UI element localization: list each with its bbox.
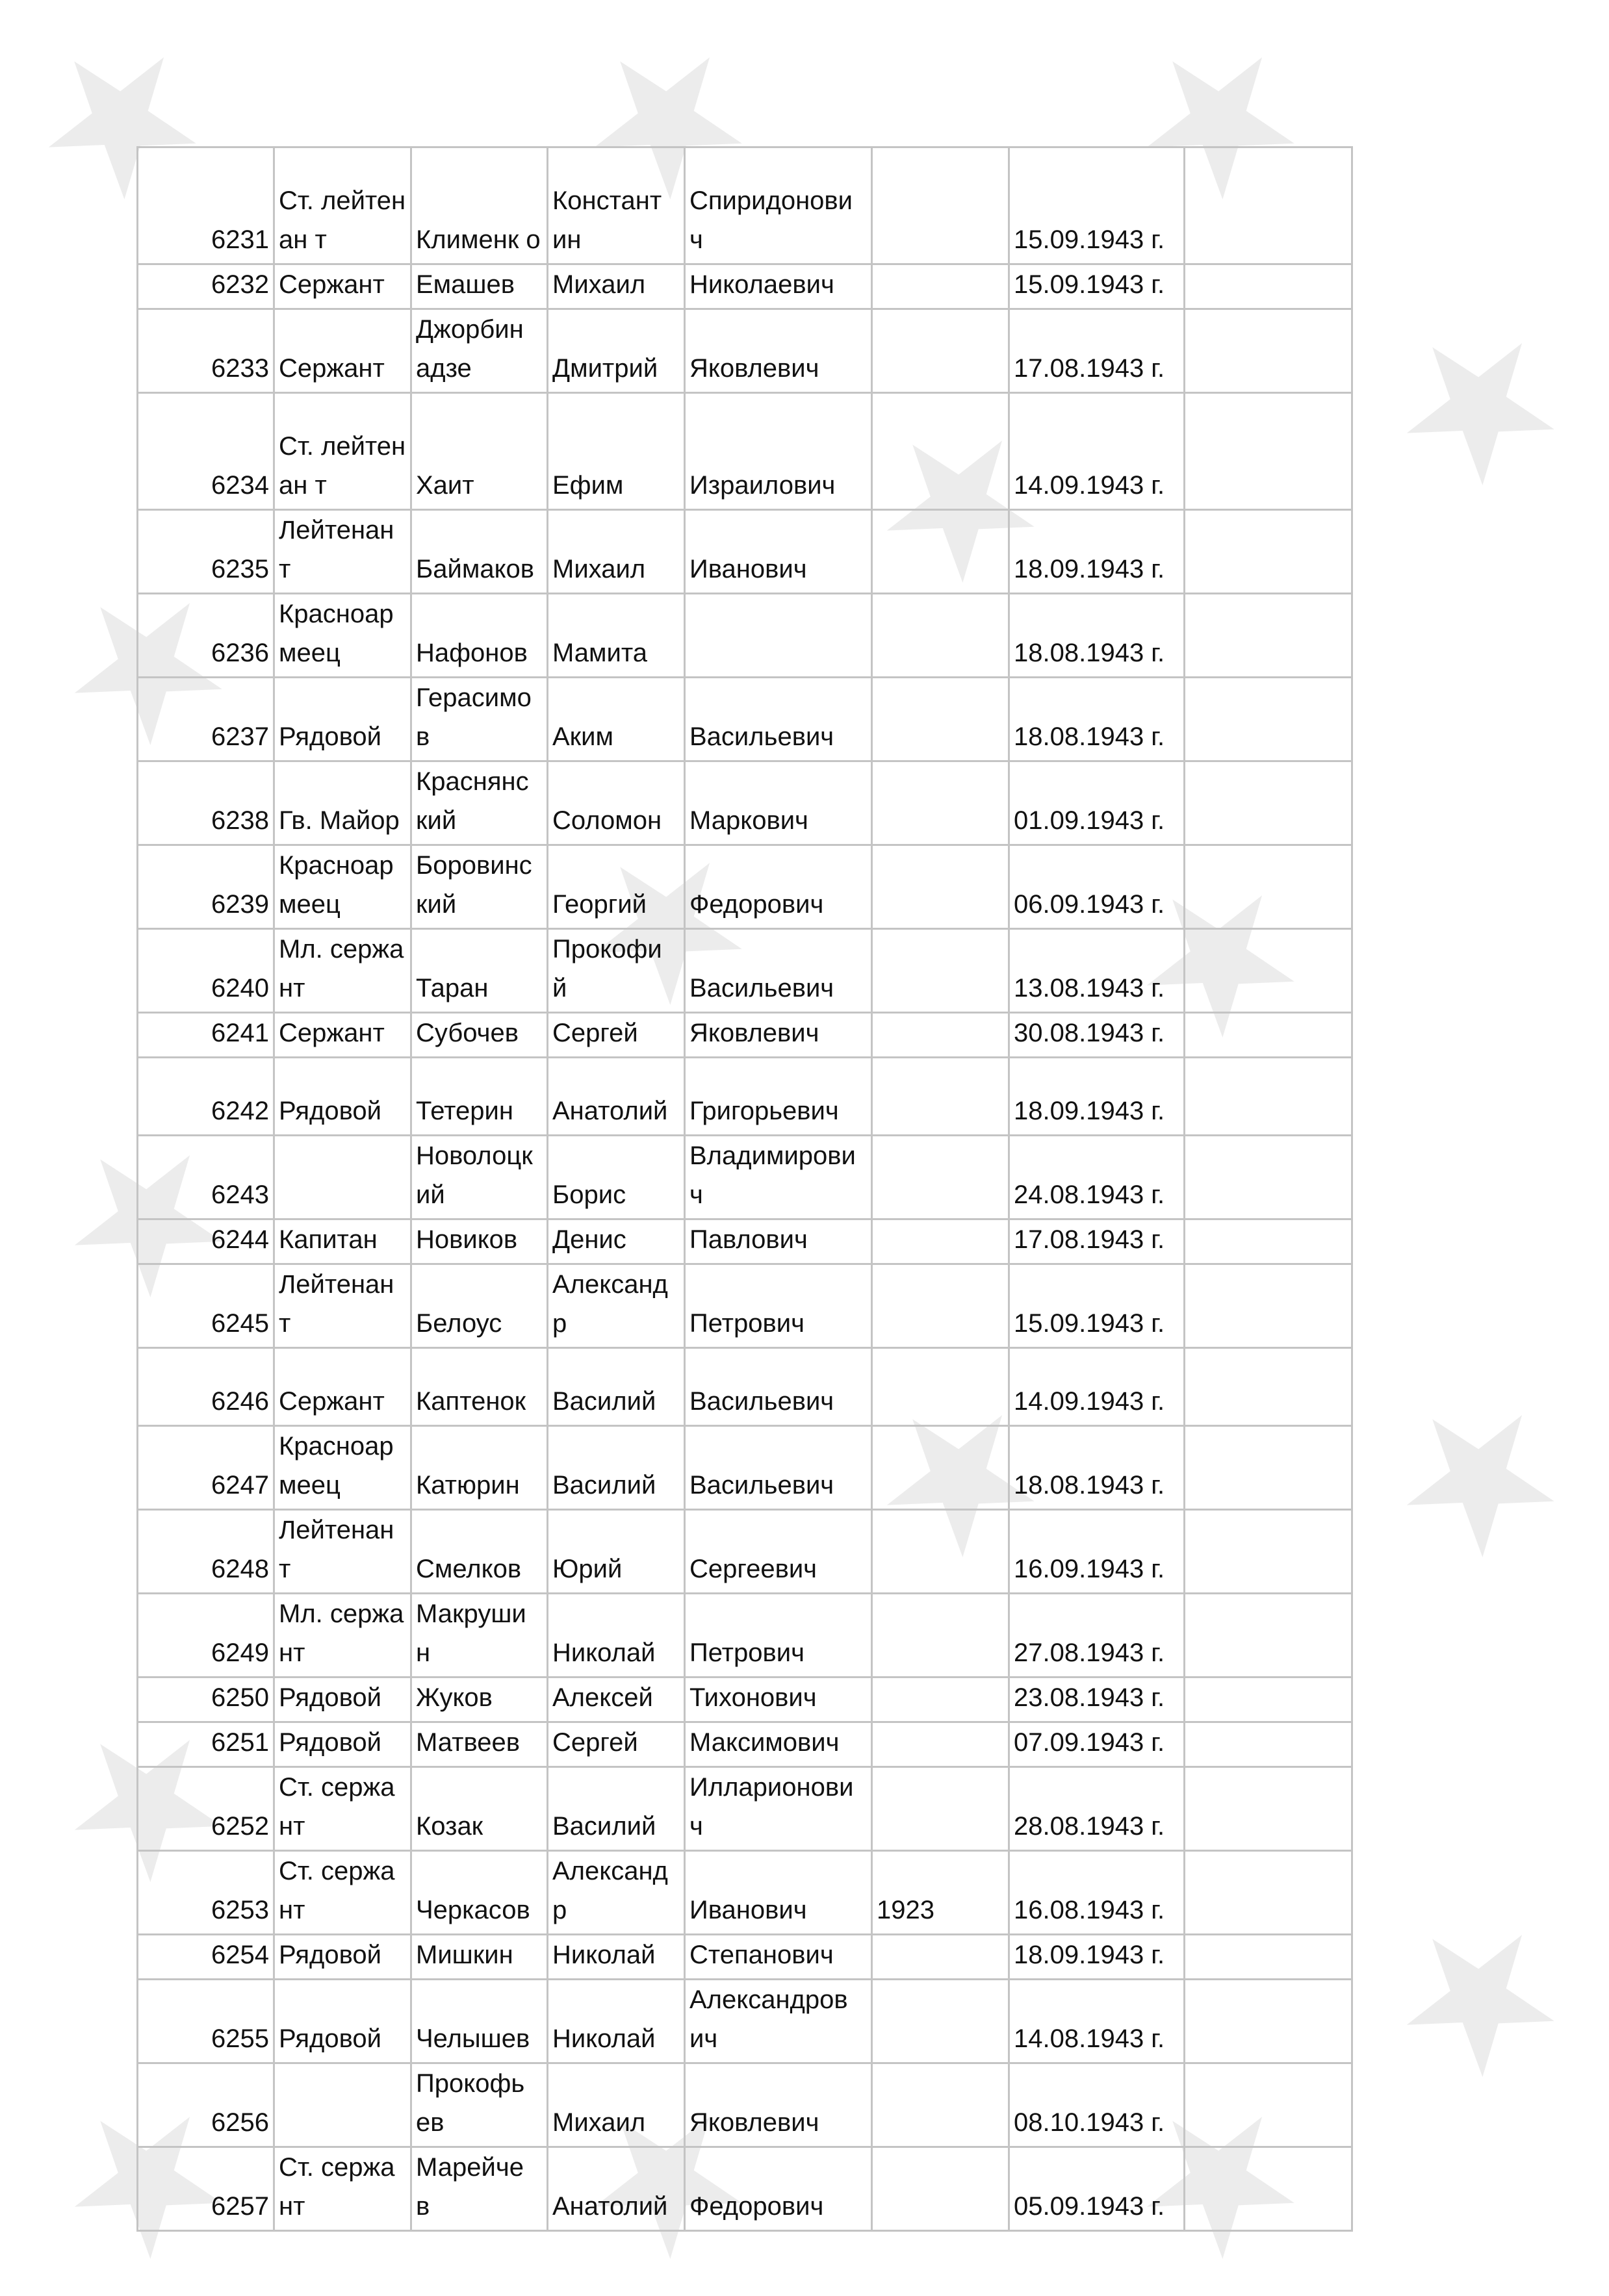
surname-cell: Смелков (411, 1510, 548, 1594)
table-body (138, 147, 1352, 2231)
birth-year-cell (872, 309, 1009, 393)
table-row (138, 1722, 1352, 1767)
note-cell (1185, 1264, 1352, 1348)
surname-cell: Макруши н (411, 1594, 548, 1677)
death-date-cell: 14.08.1943 г. (1009, 1980, 1185, 2063)
birth-year-cell (872, 1348, 1009, 1426)
surname-cell: Черкасов (411, 1851, 548, 1935)
patronymic-cell: Григорьевич (685, 1058, 872, 1136)
watermark-stamp-icon (1365, 1364, 1593, 1592)
first-name-cell: Михаил (548, 264, 685, 309)
rank-cell (274, 1136, 411, 1219)
rank-cell: Мл. сержант (274, 929, 411, 1013)
table-row (138, 761, 1352, 845)
first-name-cell: Констант ин (548, 147, 685, 264)
rank-cell: Сержант (274, 1348, 411, 1426)
death-date-cell: 18.09.1943 г. (1009, 510, 1185, 594)
patronymic-cell (685, 594, 872, 678)
death-date-cell: 23.08.1943 г. (1009, 1677, 1185, 1722)
rank-cell: Красноар меец (274, 1426, 411, 1510)
surname-cell: Таран (411, 929, 548, 1013)
birth-year-cell (872, 2147, 1009, 2231)
note-cell (1185, 1767, 1352, 1851)
patronymic-cell: Петрович (685, 1264, 872, 1348)
birth-year-cell (872, 1980, 1009, 2063)
surname-cell: Баймаков (411, 510, 548, 594)
birth-year-cell (872, 1935, 1009, 1980)
table-row (138, 309, 1352, 393)
first-name-cell: Василий (548, 1426, 685, 1510)
record-number: 6238 (138, 761, 274, 845)
record-number: 6233 (138, 309, 274, 393)
first-name-cell: Михаил (548, 2063, 685, 2147)
patronymic-cell: Яковлевич (685, 309, 872, 393)
table-row (138, 264, 1352, 309)
record-number: 6252 (138, 1767, 274, 1851)
death-date-cell: 27.08.1943 г. (1009, 1594, 1185, 1677)
record-number: 6246 (138, 1348, 274, 1426)
death-date-cell: 18.08.1943 г. (1009, 678, 1185, 761)
first-name-cell: Аким (548, 678, 685, 761)
table-row (138, 1058, 1352, 1136)
surname-cell: Каптенок (411, 1348, 548, 1426)
death-date-cell: 14.09.1943 г. (1009, 1348, 1185, 1426)
record-number: 6234 (138, 393, 274, 510)
birth-year-cell (872, 929, 1009, 1013)
surname-cell: Краснянс кий (411, 761, 548, 845)
rank-cell: Мл. сержант (274, 1594, 411, 1677)
first-name-cell: Николай (548, 1980, 685, 2063)
table-row (138, 2063, 1352, 2147)
table-row (138, 1980, 1352, 2063)
patronymic-cell: Васильевич (685, 1348, 872, 1426)
note-cell (1185, 845, 1352, 929)
watermark-stamp-icon (1365, 1884, 1593, 2112)
birth-year-cell (872, 761, 1009, 845)
surname-cell: Катюрин (411, 1426, 548, 1510)
note-cell (1185, 1219, 1352, 1264)
surname-cell: Мишкин (411, 1935, 548, 1980)
patronymic-cell: Тихонович (685, 1677, 872, 1722)
record-number: 6247 (138, 1426, 274, 1510)
first-name-cell: Ефим (548, 393, 685, 510)
first-name-cell: Александ р (548, 1851, 685, 1935)
patronymic-cell: Яковлевич (685, 1013, 872, 1058)
note-cell (1185, 393, 1352, 510)
patronymic-cell: Степанович (685, 1935, 872, 1980)
rank-cell: Ст. сержант (274, 2147, 411, 2231)
table-row (138, 1510, 1352, 1594)
rank-cell: Рядовой (274, 1980, 411, 2063)
note-cell (1185, 1348, 1352, 1426)
note-cell (1185, 2147, 1352, 2231)
record-number: 6241 (138, 1013, 274, 1058)
first-name-cell: Дмитрий (548, 309, 685, 393)
first-name-cell: Василий (548, 1767, 685, 1851)
first-name-cell: Анатолий (548, 2147, 685, 2231)
surname-cell: Челышев (411, 1980, 548, 2063)
first-name-cell: Николай (548, 1594, 685, 1677)
patronymic-cell: Николаевич (685, 264, 872, 309)
table-row (138, 1264, 1352, 1348)
record-number: 6254 (138, 1935, 274, 1980)
rank-cell: Рядовой (274, 1722, 411, 1767)
record-number: 6243 (138, 1136, 274, 1219)
table-row (138, 929, 1352, 1013)
birth-year-cell (872, 1264, 1009, 1348)
patronymic-cell: Васильевич (685, 678, 872, 761)
rank-cell: Сержант (274, 1013, 411, 1058)
birth-year-cell (872, 1426, 1009, 1510)
rank-cell: Рядовой (274, 678, 411, 761)
death-date-cell: 05.09.1943 г. (1009, 2147, 1185, 2231)
rank-cell: Рядовой (274, 1058, 411, 1136)
death-date-cell: 18.09.1943 г. (1009, 1935, 1185, 1980)
table-row (138, 1426, 1352, 1510)
note-cell (1185, 1510, 1352, 1594)
rank-cell: Рядовой (274, 1935, 411, 1980)
first-name-cell: Юрий (548, 1510, 685, 1594)
surname-cell: Хаит (411, 393, 548, 510)
death-date-cell: 15.09.1943 г. (1009, 147, 1185, 264)
rank-cell: Капитан (274, 1219, 411, 1264)
table-row (138, 1219, 1352, 1264)
table-row (138, 1677, 1352, 1722)
table-row (138, 510, 1352, 594)
surname-cell: Субочев (411, 1013, 548, 1058)
death-date-cell: 06.09.1943 г. (1009, 845, 1185, 929)
first-name-cell: Сергей (548, 1722, 685, 1767)
patronymic-cell: Павлович (685, 1219, 872, 1264)
note-cell (1185, 761, 1352, 845)
note-cell (1185, 1935, 1352, 1980)
note-cell (1185, 1058, 1352, 1136)
rank-cell: Лейтенан т (274, 1264, 411, 1348)
note-cell (1185, 147, 1352, 264)
note-cell (1185, 1851, 1352, 1935)
patronymic-cell: Петрович (685, 1594, 872, 1677)
first-name-cell: Николай (548, 1935, 685, 1980)
patronymic-cell: Сергеевич (685, 1510, 872, 1594)
surname-cell: Козак (411, 1767, 548, 1851)
birth-year-cell (872, 1722, 1009, 1767)
rank-cell: Ст. лейтенан т (274, 147, 411, 264)
surname-cell: Джорбин адзе (411, 309, 548, 393)
record-number: 6239 (138, 845, 274, 929)
birth-year-cell (872, 1594, 1009, 1677)
birth-year-cell (872, 147, 1009, 264)
birth-year-cell (872, 1219, 1009, 1264)
patronymic-cell: Иванович (685, 1851, 872, 1935)
first-name-cell: Алексей (548, 1677, 685, 1722)
record-number: 6244 (138, 1219, 274, 1264)
birth-year-cell (872, 2063, 1009, 2147)
first-name-cell: Анатолий (548, 1058, 685, 1136)
watermark-stamp-icon (1365, 292, 1593, 520)
surname-cell: Матвеев (411, 1722, 548, 1767)
rank-cell: Красноар меец (274, 594, 411, 678)
death-date-cell: 16.09.1943 г. (1009, 1510, 1185, 1594)
death-date-cell: 18.09.1943 г. (1009, 1058, 1185, 1136)
table-row (138, 1935, 1352, 1980)
first-name-cell: Прокофи й (548, 929, 685, 1013)
death-date-cell: 16.08.1943 г. (1009, 1851, 1185, 1935)
death-date-cell: 18.08.1943 г. (1009, 1426, 1185, 1510)
death-date-cell: 15.09.1943 г. (1009, 264, 1185, 309)
patronymic-cell: Васильевич (685, 929, 872, 1013)
table-row (138, 1594, 1352, 1677)
table-row (138, 1136, 1352, 1219)
surname-cell: Марейче в (411, 2147, 548, 2231)
note-cell (1185, 594, 1352, 678)
patronymic-cell: Илларионови ч (685, 1767, 872, 1851)
record-number: 6232 (138, 264, 274, 309)
rank-cell: Рядовой (274, 1677, 411, 1722)
table-row (138, 845, 1352, 929)
surname-cell: Новолоцк ий (411, 1136, 548, 1219)
death-date-cell: 17.08.1943 г. (1009, 1219, 1185, 1264)
record-number: 6240 (138, 929, 274, 1013)
table-row (138, 594, 1352, 678)
death-date-cell: 18.08.1943 г. (1009, 594, 1185, 678)
rank-cell: Ст. сержант (274, 1851, 411, 1935)
death-date-cell: 15.09.1943 г. (1009, 1264, 1185, 1348)
note-cell (1185, 929, 1352, 1013)
patronymic-cell: Максимович (685, 1722, 872, 1767)
surname-cell: Герасимо в (411, 678, 548, 761)
first-name-cell: Соломон (548, 761, 685, 845)
note-cell (1185, 309, 1352, 393)
patronymic-cell: Федорович (685, 845, 872, 929)
birth-year-cell (872, 1058, 1009, 1136)
record-number: 6255 (138, 1980, 274, 2063)
rank-cell: Лейтенан т (274, 510, 411, 594)
surname-cell: Прокофь ев (411, 2063, 548, 2147)
note-cell (1185, 678, 1352, 761)
note-cell (1185, 1136, 1352, 1219)
birth-year-cell (872, 1510, 1009, 1594)
table-row (138, 678, 1352, 761)
table-row (138, 147, 1352, 264)
record-number: 6237 (138, 678, 274, 761)
surname-cell: Нафонов (411, 594, 548, 678)
rank-cell: Сержант (274, 264, 411, 309)
note-cell (1185, 2063, 1352, 2147)
table-row (138, 1767, 1352, 1851)
patronymic-cell: Иванович (685, 510, 872, 594)
death-date-cell: 28.08.1943 г. (1009, 1767, 1185, 1851)
record-number: 6235 (138, 510, 274, 594)
first-name-cell: Денис (548, 1219, 685, 1264)
death-date-cell: 24.08.1943 г. (1009, 1136, 1185, 1219)
record-number: 6248 (138, 1510, 274, 1594)
patronymic-cell: Владимирови ч (685, 1136, 872, 1219)
table-row (138, 393, 1352, 510)
record-number: 6242 (138, 1058, 274, 1136)
surname-cell: Клименк о (411, 147, 548, 264)
birth-year-cell (872, 1136, 1009, 1219)
note-cell (1185, 1980, 1352, 2063)
patronymic-cell: Федорович (685, 2147, 872, 2231)
death-date-cell: 30.08.1943 г. (1009, 1013, 1185, 1058)
rank-cell: Красноар меец (274, 845, 411, 929)
table-row (138, 1851, 1352, 1935)
table-row (138, 1013, 1352, 1058)
birth-year-cell (872, 1767, 1009, 1851)
birth-year-cell (872, 678, 1009, 761)
rank-cell: Сержант (274, 309, 411, 393)
first-name-cell: Сергей (548, 1013, 685, 1058)
patronymic-cell: Яковлевич (685, 2063, 872, 2147)
surname-cell: Новиков (411, 1219, 548, 1264)
table-row (138, 1348, 1352, 1426)
note-cell (1185, 1013, 1352, 1058)
surname-cell: Боровинс кий (411, 845, 548, 929)
first-name-cell: Александ р (548, 1264, 685, 1348)
first-name-cell: Василий (548, 1348, 685, 1426)
surname-cell: Тетерин (411, 1058, 548, 1136)
patronymic-cell: Маркович (685, 761, 872, 845)
record-number: 6245 (138, 1264, 274, 1348)
birth-year-cell (872, 1677, 1009, 1722)
birth-year-cell (872, 845, 1009, 929)
death-date-cell: 13.08.1943 г. (1009, 929, 1185, 1013)
record-number: 6251 (138, 1722, 274, 1767)
patronymic-cell: Александров ич (685, 1980, 872, 2063)
birth-year-cell: 1923 (872, 1851, 1009, 1935)
note-cell (1185, 1677, 1352, 1722)
surname-cell: Белоус (411, 1264, 548, 1348)
table-row (138, 2147, 1352, 2231)
first-name-cell: Михаил (548, 510, 685, 594)
birth-year-cell (872, 510, 1009, 594)
record-number: 6253 (138, 1851, 274, 1935)
death-date-cell: 01.09.1943 г. (1009, 761, 1185, 845)
rank-cell (274, 2063, 411, 2147)
death-date-cell: 17.08.1943 г. (1009, 309, 1185, 393)
record-number: 6231 (138, 147, 274, 264)
surname-cell: Жуков (411, 1677, 548, 1722)
casualty-table (136, 146, 1353, 2232)
first-name-cell: Борис (548, 1136, 685, 1219)
note-cell (1185, 1722, 1352, 1767)
patronymic-cell: Израилович (685, 393, 872, 510)
note-cell (1185, 264, 1352, 309)
birth-year-cell (872, 594, 1009, 678)
first-name-cell: Георгий (548, 845, 685, 929)
rank-cell: Гв. Майор (274, 761, 411, 845)
death-date-cell: 14.09.1943 г. (1009, 393, 1185, 510)
first-name-cell: Мамита (548, 594, 685, 678)
birth-year-cell (872, 1013, 1009, 1058)
note-cell (1185, 1594, 1352, 1677)
patronymic-cell: Васильевич (685, 1426, 872, 1510)
record-number: 6257 (138, 2147, 274, 2231)
rank-cell: Ст. лейтенан т (274, 393, 411, 510)
death-date-cell: 08.10.1943 г. (1009, 2063, 1185, 2147)
rank-cell: Лейтенан т (274, 1510, 411, 1594)
birth-year-cell (872, 264, 1009, 309)
surname-cell: Емашев (411, 264, 548, 309)
note-cell (1185, 510, 1352, 594)
patronymic-cell: Спиридонови ч (685, 147, 872, 264)
record-number: 6249 (138, 1594, 274, 1677)
note-cell (1185, 1426, 1352, 1510)
birth-year-cell (872, 393, 1009, 510)
record-number: 6250 (138, 1677, 274, 1722)
death-date-cell: 07.09.1943 г. (1009, 1722, 1185, 1767)
rank-cell: Ст. сержант (274, 1767, 411, 1851)
record-number: 6236 (138, 594, 274, 678)
record-number: 6256 (138, 2063, 274, 2147)
